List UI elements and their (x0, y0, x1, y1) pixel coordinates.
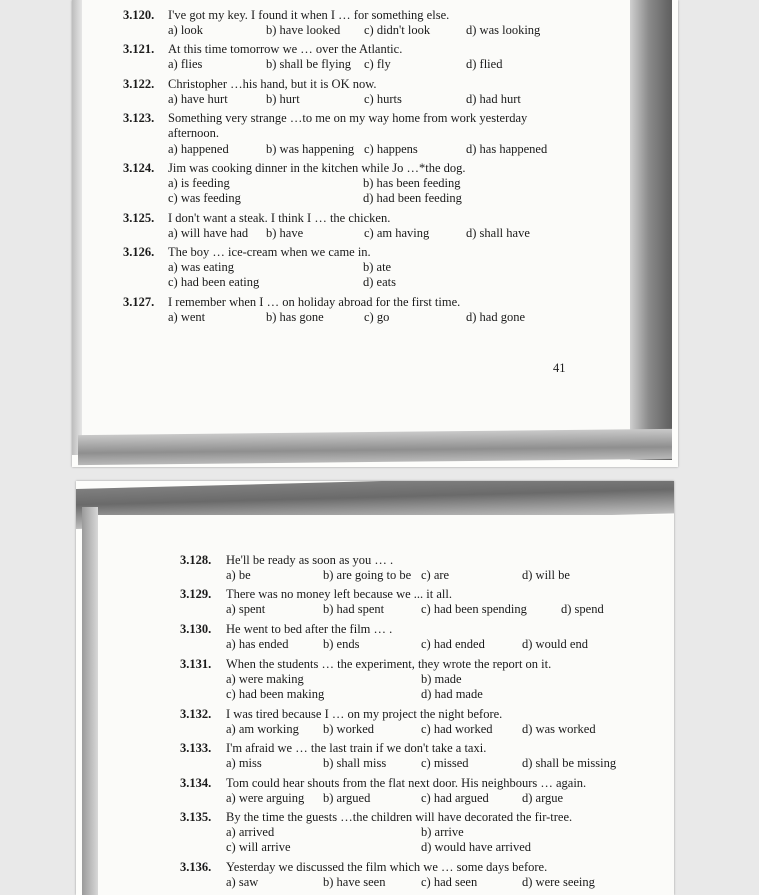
exercise-item (180, 707, 670, 739)
option-b: b) was happening (266, 142, 355, 156)
option-a: a) is feeding (168, 176, 230, 190)
option-a: a) were making (226, 672, 304, 686)
exercise-question: I've got my key. I found it when I … for something else. (168, 8, 450, 22)
exercise-question: There was no money left because we ... it all. (226, 587, 452, 601)
option-a: a) will have had (168, 226, 249, 240)
option-b: b) has gone (266, 310, 324, 324)
exercise-item (180, 587, 670, 619)
exercise-number: 3.135. (180, 810, 212, 824)
option-d: d) had been feeding (363, 191, 462, 205)
exercise-number: 3.134. (180, 776, 212, 790)
option-d: d) were seeing (522, 875, 595, 889)
exercise-number: 3.128. (180, 553, 212, 567)
exercise-item (123, 211, 623, 243)
option-a: a) was eating (168, 260, 234, 274)
exercise-question: He went to bed after the film … . (226, 622, 393, 636)
book-bottom-edge (78, 429, 672, 465)
exercise-question: Something very strange …to me on my way home from work yesterday afternoon. (168, 111, 528, 140)
option-a: a) be (226, 568, 251, 582)
exercise-item (123, 77, 623, 109)
scanned-page-top (72, 0, 678, 467)
exercise-item (123, 8, 623, 40)
option-c: c) am having (364, 226, 430, 240)
option-a: a) arrived (226, 825, 275, 839)
option-c: c) didn't look (364, 23, 431, 37)
page-edge-shadow (82, 507, 98, 895)
option-c: c) fly (364, 57, 391, 71)
option-a: a) saw (226, 875, 259, 889)
exercise-item (180, 622, 670, 654)
option-b: b) have looked (266, 23, 341, 37)
exercise-number: 3.126. (123, 245, 155, 259)
option-b: b) made (421, 672, 462, 686)
option-c: c) was feeding (168, 191, 241, 205)
option-c: c) had been spending (421, 602, 527, 616)
option-b: b) shall miss (323, 756, 387, 770)
exercise-number: 3.125. (123, 211, 155, 225)
option-b: b) arrive (421, 825, 464, 839)
option-b: b) hurt (266, 92, 300, 106)
option-d: d) will be (522, 568, 570, 582)
option-a: a) went (168, 310, 206, 324)
exercise-number: 3.132. (180, 707, 212, 721)
option-a: a) flies (168, 57, 203, 71)
option-c: c) go (364, 310, 390, 324)
option-c: c) missed (421, 756, 469, 770)
option-d: d) had gone (466, 310, 526, 324)
option-b: b) has been feeding (363, 176, 461, 190)
page-number: 41 (553, 361, 566, 375)
exercise-question: Tom could hear shouts from the flat next door. His neighbours … again. (226, 776, 587, 790)
exercise-number: 3.121. (123, 42, 155, 56)
exercise-question: The boy … ice-cream when we came in. (168, 245, 371, 259)
exercise-question: He'll be ready as soon as you … . (226, 553, 394, 567)
exercise-number: 3.133. (180, 741, 212, 755)
option-c: c) had been making (226, 687, 325, 701)
exercise-item (180, 776, 670, 808)
exercise-question: Christopher …his hand, but it is OK now. (168, 77, 377, 91)
option-c: c) hurts (364, 92, 402, 106)
option-b: b) have seen (323, 875, 386, 889)
option-b: b) had spent (323, 602, 385, 616)
option-d: d) had made (421, 687, 483, 701)
exercise-number: 3.136. (180, 860, 212, 874)
option-a: a) were arguing (226, 791, 305, 805)
exercise-question: At this time tomorrow we … over the Atlantic. (168, 42, 403, 56)
exercise-item (180, 657, 670, 703)
option-a: a) am working (226, 722, 299, 736)
option-a: a) spent (226, 602, 266, 616)
exercise-item (123, 245, 623, 291)
exercise-number: 3.120. (123, 8, 155, 22)
exercise-question: I was tired because I … on my project the night before. (226, 707, 503, 721)
option-a: a) has ended (226, 637, 289, 651)
exercise-question: Yesterday we discussed the film which we … some days before. (226, 860, 548, 874)
exercise-item (123, 295, 623, 327)
exercise-question: I don't want a steak. I think I … the chicken. (168, 211, 391, 225)
exercise-item (180, 553, 670, 585)
option-c: c) had ended (421, 637, 485, 651)
exercise-item (123, 111, 623, 159)
exercise-number: 3.127. (123, 295, 155, 309)
option-a: a) look (168, 23, 204, 37)
option-d: d) was looking (466, 23, 541, 37)
exercise-item (123, 161, 623, 207)
option-b: b) worked (323, 722, 375, 736)
option-d: d) shall be missing (522, 756, 617, 770)
exercise-number: 3.124. (123, 161, 155, 175)
option-d: d) was worked (522, 722, 596, 736)
exercise-question: By the time the guests …the children will have decorated the fir-tree. (226, 810, 573, 824)
option-d: d) would have arrived (421, 840, 532, 854)
option-c: c) had worked (421, 722, 493, 736)
option-d: d) flied (466, 57, 503, 71)
exercise-number: 3.129. (180, 587, 212, 601)
option-c: c) happens (364, 142, 418, 156)
option-d: d) has happened (466, 142, 548, 156)
exercise-question: I'm afraid we … the last train if we don't take a taxi. (226, 741, 487, 755)
option-b: b) ate (363, 260, 392, 274)
exercise-number: 3.130. (180, 622, 212, 636)
option-b: b) ends (323, 637, 360, 651)
option-c: c) had argued (421, 791, 489, 805)
exercise-question: I remember when I … on holiday abroad for the first time. (168, 295, 461, 309)
option-b: b) shall be flying (266, 57, 352, 71)
option-c: c) will arrive (226, 840, 291, 854)
option-d: d) argue (522, 791, 564, 805)
option-a: a) miss (226, 756, 262, 770)
exercise-question: When the students … the experiment, they wrote the report on it. (226, 657, 552, 671)
option-d: d) spend (561, 602, 604, 616)
option-b: b) have (266, 226, 304, 240)
exercise-item (123, 42, 623, 74)
option-d: d) eats (363, 275, 396, 289)
option-b: b) are going to be (323, 568, 412, 582)
option-a: a) have hurt (168, 92, 228, 106)
exercise-number: 3.123. (123, 111, 155, 125)
exercise-item (180, 741, 670, 773)
scanned-page-bottom (76, 481, 674, 895)
option-b: b) argued (323, 791, 371, 805)
exercise-item (180, 860, 670, 892)
exercise-item (180, 810, 670, 856)
page-edge-shadow (72, 0, 82, 455)
option-c: c) are (421, 568, 450, 582)
option-d: d) shall have (466, 226, 530, 240)
option-c: c) had been eating (168, 275, 260, 289)
option-c: c) had seen (421, 875, 478, 889)
exercise-number: 3.131. (180, 657, 212, 671)
option-d: d) had hurt (466, 92, 521, 106)
exercise-question: Jim was cooking dinner in the kitchen while Jo …*the dog. (168, 161, 466, 175)
option-d: d) would end (522, 637, 588, 651)
option-a: a) happened (168, 142, 229, 156)
book-spine-shadow (630, 0, 672, 460)
exercise-number: 3.122. (123, 77, 155, 91)
